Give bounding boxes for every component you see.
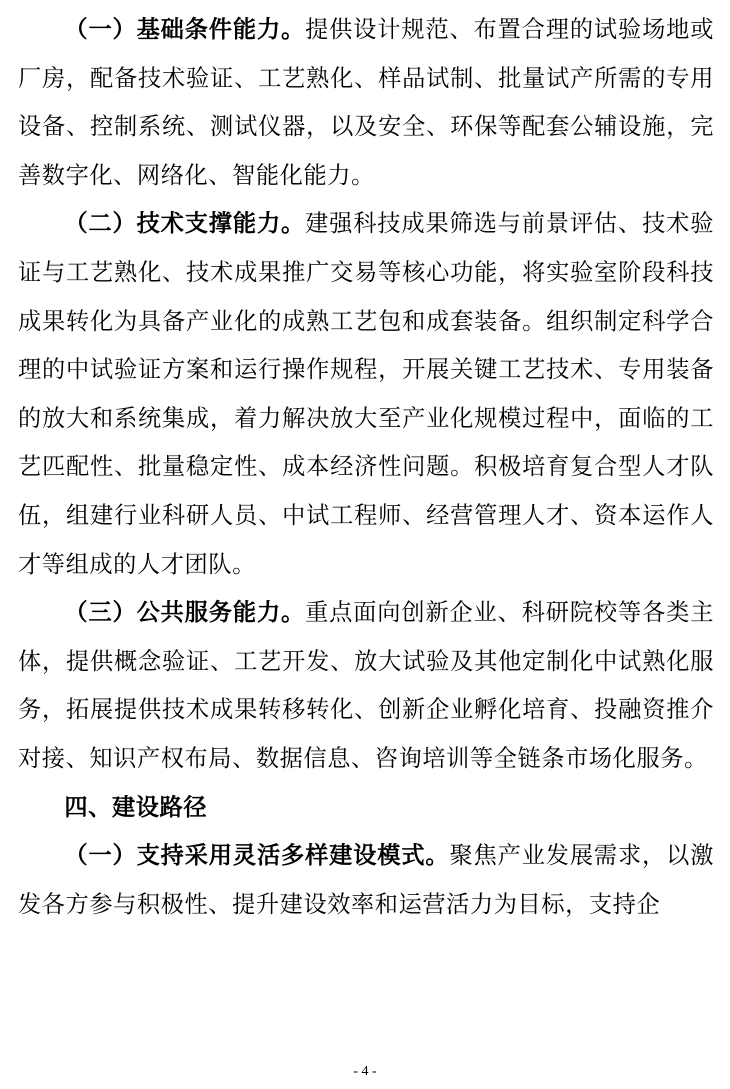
paragraph-public-service xyxy=(18,589,714,783)
paragraph-lead: （一）基础条件能力。 xyxy=(64,16,306,43)
paragraph-body: 提供设计规范、布置合理的试验场地或厂房，配备技术验证、工艺熟化、样品试制、批量试产所需的专用设备、控制系统、测试仪器，以及安全、环保等配套公辅设施，完善数字化、网络化、智能化能力。 xyxy=(18,16,714,189)
paragraph-body: 重点面向创新企业、科研院校等各类主体，提供概念验证、工艺开发、放大试验及其他定制化中试熟化服务，拓展提供技术成果转移转化、创新企业孵化培育、投融资推介对接、知识产权布局、数据信息、咨询培训等全链条市场化服务。 xyxy=(18,599,714,772)
page-number: - 4 - xyxy=(353,1064,377,1079)
section-heading: 四、建设路径 xyxy=(64,793,208,821)
paragraph-body: 聚焦产业发展需求，以激发各方参与积极性、提升建设效率和运营活力为目标，支持企 xyxy=(18,842,714,918)
paragraph-lead: （一）支持采用灵活多样建设模式。 xyxy=(64,842,450,870)
paragraph-construction-mode xyxy=(18,832,714,929)
paragraph-lead: （三）公共服务能力。 xyxy=(64,599,306,627)
paragraph-body: 建强科技成果筛选与前景评估、技术验证与工艺熟化、技术成果推广交易等核心功能，将实验室阶段科技成果转化为具备产业化的成熟工艺包和成套装备。组织制定科学合理的中试验证方案和运行操作规程，开展关键工艺技术、专用装备的放大和系统集成，着力解决放大至产业化规模过程中，面临的工艺匹配性、批量稳定性、成本经济性问题。积极培育复合型人才队伍，组建行业科研人员、中试工程师、经营管理人才、资本运作人才等组成的人才团队。 xyxy=(18,210,714,578)
paragraph-technical-support xyxy=(18,200,714,589)
document-page xyxy=(18,6,714,929)
paragraph-basic-conditions xyxy=(18,6,714,200)
paragraph-lead: （二）技术支撑能力。 xyxy=(64,210,306,238)
